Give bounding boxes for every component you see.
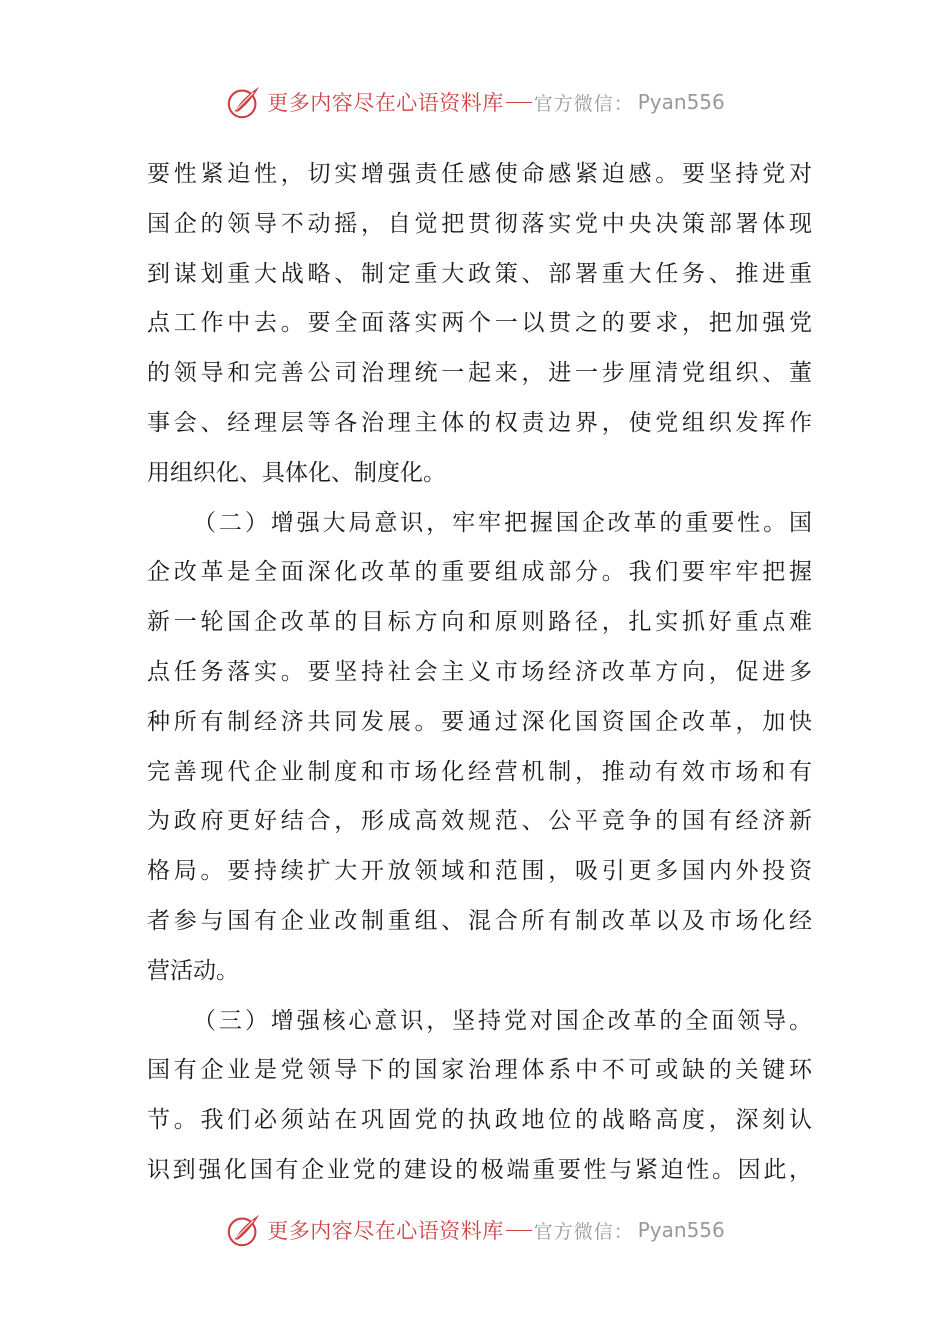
- footer-banner: [0, 1210, 950, 1250]
- section-heading-line: （三）增强核心意识，坚持党对国企改革的全面领导。: [193, 1007, 812, 1034]
- wechat-label: 官方微信：: [533, 92, 634, 115]
- text-line: 国企的领导不动摇，自觉把贯彻落实党中央决策部署体现: [147, 210, 812, 237]
- text-line: 到谋划重大战略、制定重大政策、部署重大任务、推进重: [147, 260, 812, 287]
- brand-text: 更多内容尽在心语资料库: [267, 1219, 504, 1243]
- divider: [506, 1230, 532, 1231]
- divider: [506, 102, 532, 103]
- text-line: 用组织化、具体化、制度化。: [147, 459, 446, 486]
- quill-pen-logo-icon: [225, 1211, 263, 1249]
- text-line: 营活动。: [147, 957, 239, 984]
- brand-text: 更多内容尽在心语资料库: [267, 91, 504, 115]
- text-line: 者参与国有企业改制重组、混合所有制改革以及市场化经: [147, 907, 812, 934]
- text-line: 要性紧迫性，切实增强责任感使命感紧迫感。要坚持党对: [147, 161, 812, 187]
- wechat-id: Pyan556: [637, 90, 725, 114]
- text-line: 国有企业是党领导下的国家治理体系中不可或缺的关键环: [147, 1057, 812, 1084]
- quill-pen-logo-icon: [225, 83, 263, 121]
- text-line: 完善现代企业制度和市场化经营机制，推动有效市场和有: [147, 758, 812, 785]
- text-line: 新一轮国企改革的目标方向和原则路径，扎实抓好重点难: [147, 609, 812, 636]
- text-line: 格局。要持续扩大开放领域和范围，吸引更多国内外投资: [147, 858, 812, 885]
- text-line: 识到强化国有企业党的建设的极端重要性与紧迫性。因此，: [147, 1156, 812, 1183]
- text-line: 为政府更好结合，形成高效规范、公平竞争的国有经济新: [147, 808, 812, 835]
- wechat-id: Pyan556: [637, 1218, 725, 1242]
- text-line: 事会、经理层等各治理主体的权责边界，使党组织发挥作: [147, 409, 812, 436]
- text-line: 点工作中去。要全面落实两个一以贯之的要求，把加强党: [147, 310, 812, 337]
- body-text: [147, 150, 812, 1196]
- text-line: 节。我们必须站在巩固党的执政地位的战略高度，深刻认: [147, 1107, 812, 1134]
- text-line: 点任务落实。要坚持社会主义市场经济改革方向，促进多: [147, 658, 812, 685]
- text-line: 企改革是全面深化改革的重要组成部分。我们要牢牢把握: [147, 559, 812, 586]
- wechat-label: 官方微信：: [533, 1220, 634, 1243]
- text-line: 种所有制经济共同发展。要通过深化国资国企改革，加快: [147, 708, 812, 735]
- header-banner: [0, 82, 950, 122]
- text-line: 的领导和完善公司治理统一起来，进一步厘清党组织、董: [147, 360, 812, 387]
- section-heading-line: （二）增强大局意识，牢牢把握国企改革的重要性。国: [193, 509, 812, 536]
